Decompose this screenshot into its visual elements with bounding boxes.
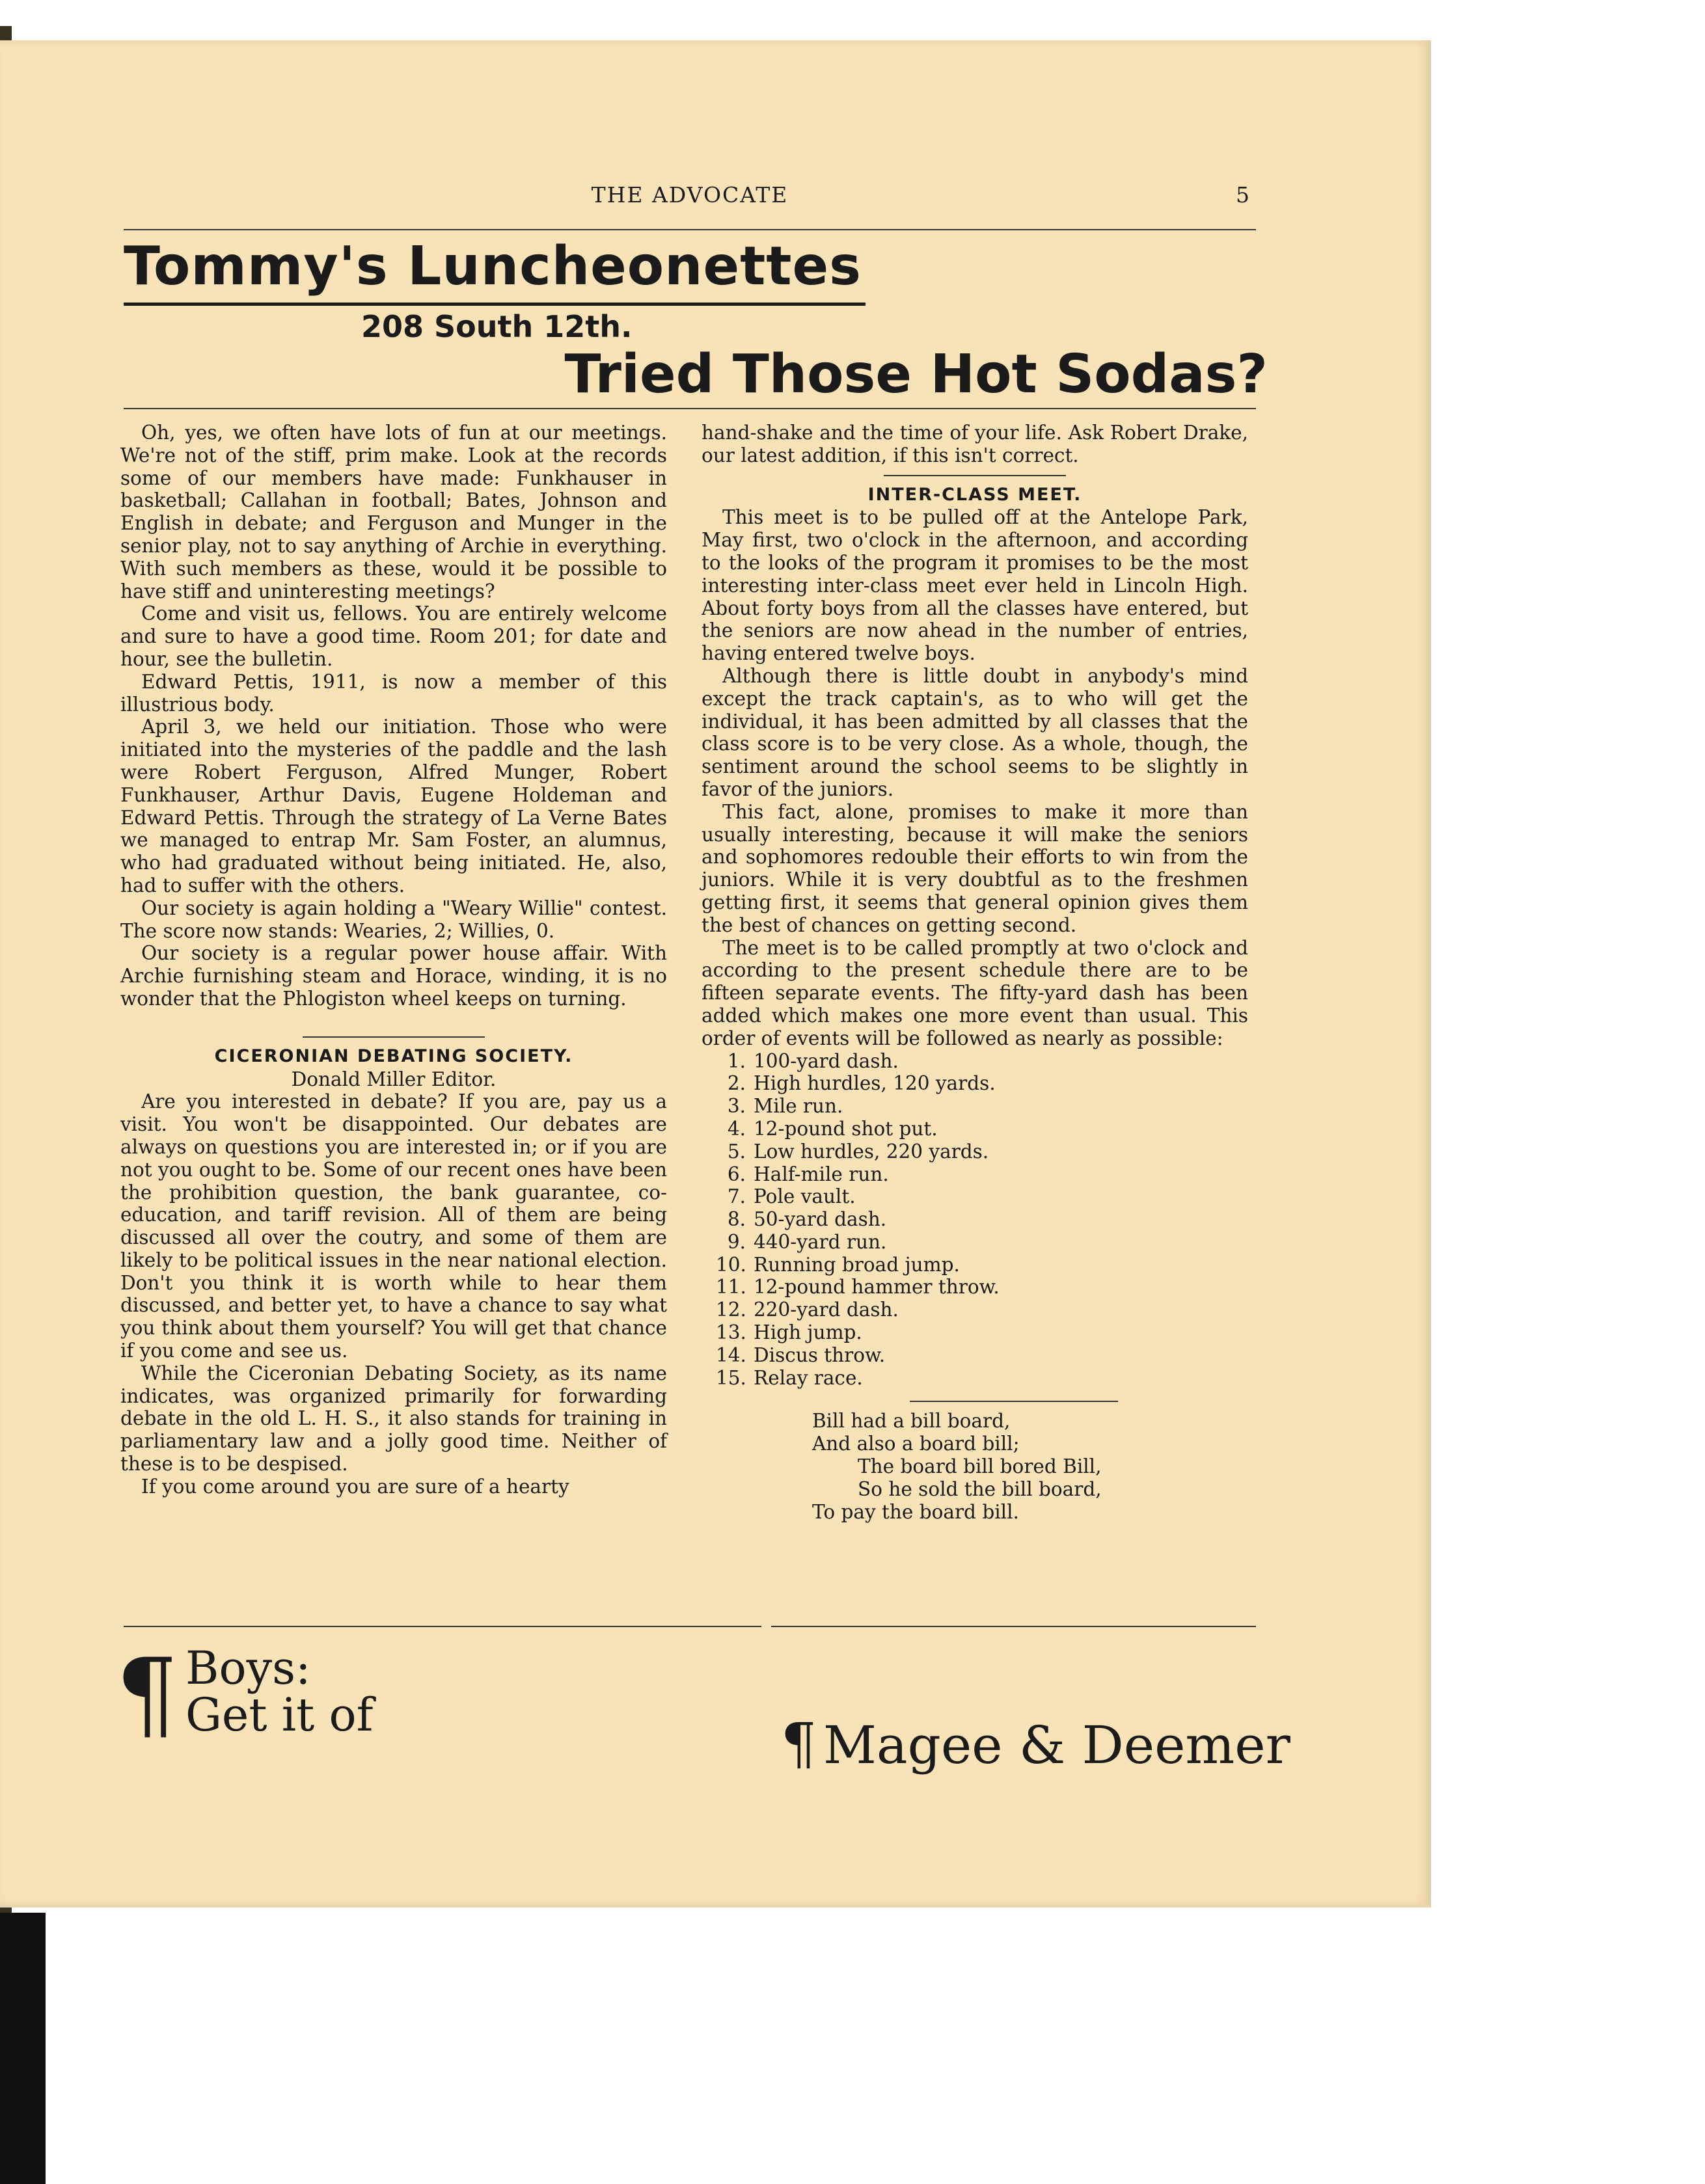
- section-heading: INTER-CLASS MEET.: [867, 484, 1082, 505]
- ad-line: Boys:: [185, 1641, 311, 1695]
- ad-rule: [124, 408, 1256, 409]
- footer-rule-left: [124, 1626, 761, 1627]
- publication-title: THE ADVOCATE: [591, 182, 789, 208]
- ad-firm-name: Magee & Deemer: [823, 1715, 1290, 1775]
- paragraph: Edward Pettis, 1911, is now a member of this illustrious body.: [120, 670, 667, 716]
- poem-line: So he sold the bill board,: [858, 1477, 1102, 1500]
- list-item: 6. Half-mile run.: [727, 1163, 889, 1185]
- header-rule: [124, 229, 1256, 230]
- paragraph: Our society is a regular power house affair. With Archie furnishing steam and Horace, winding, it is no wonder that the Phlogiston wheel keeps on turning.: [120, 942, 667, 1010]
- list-item: 9. 440-yard run.: [727, 1230, 887, 1253]
- list-item: 13. High jump.: [716, 1321, 862, 1344]
- poem-divider: [910, 1401, 1118, 1402]
- poem: [702, 1410, 1248, 1523]
- poem-line: And also a board bill;: [812, 1433, 1020, 1455]
- list-item: 4. 12-pound shot put.: [727, 1117, 938, 1140]
- section-divider: [884, 475, 1066, 476]
- section-divider: [303, 1036, 485, 1038]
- list-item: 3. Mile run.: [727, 1095, 843, 1118]
- paragraph: The meet is to be called promptly at two o'clock and according to the present schedule there are to be fifteen separate events. The fifty-yard dash has been added which makes one more event than usual. This order of events will be followed as nearly as possible:: [702, 936, 1248, 1049]
- binding-edge: [0, 1913, 46, 2184]
- section-heading: CICERONIAN DEBATING SOCIETY.: [214, 1045, 573, 1066]
- poem-line: To pay the board bill.: [812, 1500, 1019, 1523]
- ad-address: 208 South 12th.: [361, 309, 633, 344]
- pilcrow-icon: ¶: [116, 1638, 178, 1751]
- paragraph: Oh, yes, we often have lots of fun at our meetings. We're not of the stiff, prim make. Look at the records some of our members have made: Funkhauser in basketball; Callahan in football; Bates, Johnson and English in debate; and Ferguson and Munger in the senior play, not to say anything of Archie in everything. With such members as these, would it be possible to have stiff and uninteresting meetings?: [120, 422, 667, 602]
- paragraph: Although there is little doubt in anybody's mind except the track captain's, as to who will get the individual, it has been admitted by all classes that the class score is to be very close. As a whole, though, the sentiment around the school seems to be slightly in favor of the juniors.: [702, 664, 1248, 800]
- paragraph-continuation: hand-shake and the time of your life. Ask Robert Drake, our latest addition, if this isn't correct.: [702, 422, 1248, 466]
- list-item: 8. 50-yard dash.: [727, 1208, 887, 1231]
- paragraph: This meet is to be pulled off at the Antelope Park, May first, two o'clock in the afternoon, and according to the looks of the program it promises to be the most interesting inter-class meet ever held in Lincoln High. About forty boys from all the classes have entered, but the seniors are now ahead in the number of entries, having entered twelve boys.: [702, 506, 1248, 665]
- events-list: [702, 1050, 1248, 1390]
- page-number: 5: [1236, 182, 1249, 208]
- ad-line: Get it of: [185, 1688, 374, 1742]
- section-editor: Donald Miller Editor.: [291, 1068, 497, 1090]
- list-item: 15. Relay race.: [716, 1366, 863, 1389]
- list-item: 12. 220-yard dash.: [716, 1299, 899, 1321]
- running-header: [124, 182, 1256, 213]
- ad-text: [185, 1641, 374, 1742]
- paragraph: If you come around you are sure of a hearty: [141, 1475, 569, 1498]
- ad-slogan: Tried Those Hot Sodas?: [564, 344, 1268, 405]
- paragraph: While the Ciceronian Debating Society, as its name indicates, was organized primarily for forwarding debate in the old L. H. S., it also stands for training in parliamentary law and a jolly good time. Neither of these is to be despised.: [120, 1362, 667, 1476]
- poem-line: Bill had a bill board,: [812, 1410, 1011, 1433]
- ad-underline: [124, 303, 866, 306]
- paragraph: Are you interested in debate? If you are, pay us a visit. You won't be disappointed. Our debates are always on questions you are interested in; or if you are not you ought to be. Some of our recent ones have been the prohibition question, the bank guarantee, co-education, and tariff revision. All of them are being discussed all over the coutry, and some of them are likely to be political issues in the near national election. Don't you think it is worth while to hear them discussed, and better yet, to have a chance to say what you think about them yourself? You will get that chance if you come and see us.: [120, 1090, 667, 1362]
- list-item: 7. Pole vault.: [727, 1185, 856, 1208]
- list-item: 14. Discus throw.: [716, 1343, 886, 1366]
- footer-rule-right: [771, 1626, 1256, 1627]
- pilcrow-icon: ¶: [781, 1712, 817, 1777]
- ad-business-name: Tommy's Luncheonettes: [124, 236, 862, 297]
- paragraph: April 3, we held our initiation. Those who were initiated into the mysteries of the paddle and the lash were Robert Ferguson, Alfred Munger, Robert Funkhauser, Arthur Davis, Eugene Holdeman and Edward Pettis. Through the strategy of La Verne Bates we managed to entrap Mr. Sam Foster, an alumnus, who had graduated without being initiated. He, also, had to suffer with the others.: [120, 716, 667, 897]
- left-column: [120, 422, 667, 1498]
- list-item: 11. 12-pound hammer throw.: [716, 1276, 1000, 1299]
- right-column: [702, 422, 1248, 1523]
- list-item: 2. High hurdles, 120 yards.: [727, 1072, 996, 1095]
- paragraph: Our society is again holding a "Weary Willie" contest. The score now stands: Wearies, 2; Willies, 0.: [120, 897, 667, 942]
- paragraph: Come and visit us, fellows. You are entirely welcome and sure to have a good time. Room 201; for date and hour, see the bulletin.: [120, 602, 667, 670]
- poem-line: The board bill bored Bill,: [858, 1455, 1102, 1478]
- list-item: 5. Low hurdles, 220 yards.: [727, 1140, 989, 1163]
- list-item: 10. Running broad jump.: [716, 1253, 960, 1276]
- paragraph: This fact, alone, promises to make it more than usually interesting, because it will make the seniors and sophomores redouble their efforts to win from the juniors. While it is very doubtful as to the freshmen getting first, it seems that general opinion gives them the best of chances on getting second.: [702, 800, 1248, 936]
- list-item: 1. 100-yard dash.: [727, 1049, 899, 1072]
